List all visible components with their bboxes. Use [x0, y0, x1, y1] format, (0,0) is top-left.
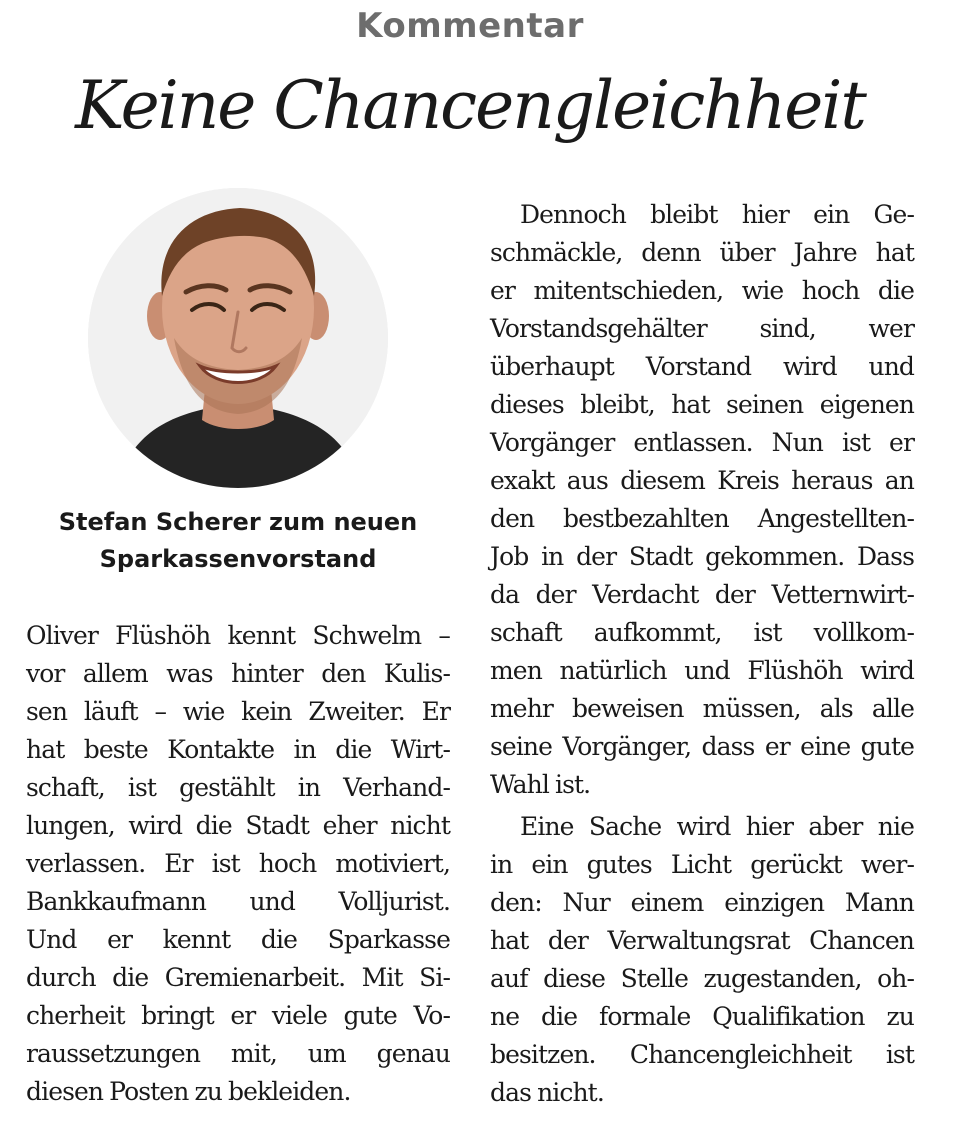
text-line: überhaupt Vorstand wird und — [490, 352, 914, 381]
article-column-right — [490, 196, 914, 1112]
text-line: sen läuft – wie kein Zweiter. Er — [26, 697, 450, 726]
byline-author: Stefan Scherer zum neuen — [58, 508, 418, 536]
text-line: exakt aus diesem Kreis heraus an — [490, 466, 914, 495]
text-line: durch die Gremienarbeit. Mit Si- — [26, 963, 450, 992]
text-line: lungen, wird die Stadt eher nicht — [26, 811, 450, 840]
text-line: Bankkaufmann und Volljurist. — [26, 887, 450, 916]
author-portrait — [88, 188, 388, 488]
text-line: hat der Verwaltungsrat Chancen — [490, 926, 914, 955]
byline-topic: Sparkassenvorstand — [99, 545, 377, 573]
byline — [30, 504, 446, 578]
headline: Keine Chancengleichheit — [75, 67, 865, 144]
text-line: ne die formale Qualifikation zu — [490, 1002, 914, 1031]
text-line: Vorgänger entlassen. Nun ist er — [490, 428, 914, 457]
text-line: Wahl ist. — [490, 770, 591, 799]
text-line: den bestbezahlten Angestellten- — [490, 504, 914, 533]
text-line: Oliver Flüshöh kennt Schwelm – — [26, 621, 450, 650]
text-line: in ein gutes Licht gerückt wer- — [490, 850, 914, 879]
text-line: schmäckle, denn über Jahre hat — [490, 238, 914, 267]
text-line: Job in der Stadt gekommen. Dass — [490, 542, 914, 571]
text-line: schaft, ist gestählt in Verhand- — [26, 773, 450, 802]
text-line: diesen Posten zu bekleiden. — [26, 1077, 351, 1106]
text-line: auf diese Stelle zugestanden, oh- — [490, 964, 914, 993]
text-line: den: Nur einem einzigen Mann — [490, 888, 914, 917]
text-line: dieses bleibt, hat seinen eigenen — [490, 390, 914, 419]
text-line: verlassen. Er ist hoch motiviert, — [26, 849, 450, 878]
text-line: hat beste Kontakte in die Wirt- — [26, 735, 450, 764]
text-line: raussetzungen mit, um genau — [26, 1039, 450, 1068]
text-line: cherheit bringt er viele gute Vo- — [26, 1001, 450, 1030]
article-column-left — [26, 617, 450, 1111]
text-line: besitzen. Chancengleichheit ist — [490, 1040, 914, 1069]
text-line: mehr beweisen müssen, als alle — [490, 694, 914, 723]
kicker-label: Kommentar — [356, 6, 584, 46]
text-line: Eine Sache wird hier aber nie — [520, 812, 914, 841]
text-line: da der Verdacht der Vetternwirt- — [490, 580, 914, 609]
text-line: schaft aufkommt, ist vollkom- — [490, 618, 914, 647]
text-line: Und er kennt die Sparkasse — [26, 925, 450, 954]
text-line: men natürlich und Flüshöh wird — [490, 656, 914, 685]
text-line: Dennoch bleibt hier ein Ge- — [520, 200, 914, 229]
text-line: vor allem was hinter den Kulis- — [26, 659, 450, 688]
text-line: Vorstandsgehälter sind, wer — [490, 314, 914, 343]
text-line: seine Vorgänger, dass er eine gute — [490, 732, 914, 761]
text-line: er mitentschieden, wie hoch die — [490, 276, 914, 305]
text-line: das nicht. — [490, 1078, 604, 1107]
